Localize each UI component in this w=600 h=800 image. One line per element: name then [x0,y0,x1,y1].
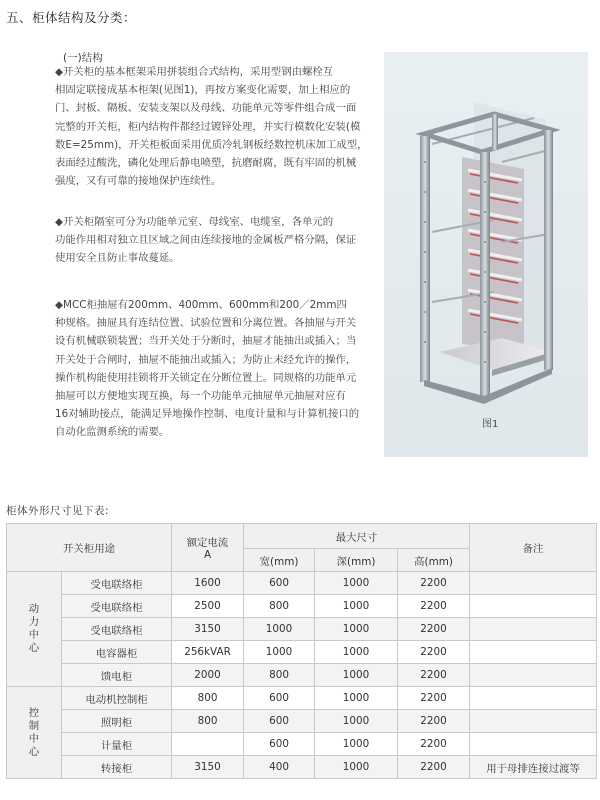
cell-width: 1000 [244,641,315,664]
paragraph-line: 设有机械联锁装置；当开关处于分断时，抽屉才能抽出或插入；当 [55,335,357,348]
cell-remark [470,733,597,756]
table-row [7,687,597,710]
cell-width: 800 [244,595,315,618]
cell-current: 800 [172,687,244,710]
group-char: 中 [28,629,40,641]
paragraph-line: 数E=25mm)，开关柜板面采用优质冷轧钢板经数控机床加工成型， [55,138,368,151]
cell-width: 1000 [244,618,315,641]
cell-remark [470,595,597,618]
group-char: 制 [28,719,40,732]
group-char: 动 [28,603,40,615]
group-power-center [7,572,62,687]
cell-name: 受电联络柜 [62,572,172,595]
group-char: 控 [28,706,40,719]
paragraph-line: ◆MCC柜抽屉有200mm、400mm、600mm和200／2mm四 [55,299,347,311]
paragraph-line: 操作机构能使用挂锁将开关锁定在分断位置上。同规格的功能单元 [55,371,357,384]
table-row [7,733,597,756]
cell-depth: 1000 [315,618,398,641]
cell-current: 2500 [172,595,244,618]
header-current-label: 额定电流 [186,537,229,549]
header-usage: 开关柜用途 [7,524,172,572]
paragraph-structure [55,63,370,190]
cell-current: 3150 [172,756,244,779]
header-max-size: 最大尺寸 [244,524,470,549]
paragraph-line: 开关处于合闸时，抽屉不能抽出或插入；为防止未经允许的操作， [55,353,357,366]
paragraph-line: 门、封板、隔板、安装支架以及母线、功能单元等零件组合成一面 [55,102,357,115]
cell-height: 2200 [398,618,470,641]
cell-remark [470,641,597,664]
cell-width: 600 [244,572,315,595]
table-title: 柜体外形尺寸见下表: [6,505,110,517]
cabinet-frame-photo [384,52,588,457]
cell-height: 2200 [398,756,470,779]
cell-width: 600 [244,710,315,733]
paragraph-line: 抽屉可以方便地实现互换，每一个功能单元抽屉单元抽屉对应有 [55,390,346,403]
paragraph-line: 种规格。抽屉具有连结位置、试验位置和分离位置。各抽屉与开关 [55,317,357,330]
group-char: 力 [28,616,40,628]
cell-depth: 1000 [315,733,398,756]
cell-remark [470,710,597,733]
figure-caption: 图1 [482,419,499,430]
cell-current: 800 [172,710,244,733]
cell-name: 电容器柜 [62,641,172,664]
cell-name: 计量柜 [62,733,172,756]
cell-depth: 1000 [315,595,398,618]
cell-name: 馈电柜 [62,664,172,687]
cell-remark [470,664,597,687]
cell-height: 2200 [398,710,470,733]
paragraph-line: 完整的开关柜，柜内结构件都经过镀锌处理，并实行模数化安装(模 [55,120,361,133]
table-row [7,710,597,733]
header-current-unit: A [203,549,212,561]
cell-depth: 1000 [315,687,398,710]
header-remark: 备注 [470,524,597,572]
paragraph-line: ◆开关柜隔室可分为功能单元室、母线室、电缆室，各单元的 [55,216,334,228]
cell-width: 600 [244,733,315,756]
cell-name: 照明柜 [62,710,172,733]
group-char: 心 [28,642,40,654]
cell-height: 2200 [398,641,470,664]
table-row [7,572,597,595]
section-title: 五、柜体结构及分类： [6,10,137,25]
paragraph-line: 相固定联接成基本柜架(见图1)，再按方案变化需要，加上相应的 [55,84,351,97]
cell-height: 2200 [398,595,470,618]
cell-width: 400 [244,756,315,779]
cell-name: 电动机控制柜 [62,687,172,710]
cell-name: 受电联络柜 [62,618,172,641]
cell-depth: 1000 [315,572,398,595]
cell-height: 2200 [398,572,470,595]
header-rated-current [172,524,244,572]
header-depth: 深(mm) [315,549,398,572]
cell-depth: 1000 [315,756,398,779]
cell-depth: 1000 [315,664,398,687]
header-height: 高(mm) [398,549,470,572]
cell-remark [470,687,597,710]
group-control-center [7,687,62,779]
cell-height: 2200 [398,664,470,687]
paragraph-line: 自动化监测系统的需要。 [55,426,170,439]
cell-height: 2200 [398,687,470,710]
cell-current: 3150 [172,618,244,641]
cell-width: 800 [244,664,315,687]
paragraph-line: 功能作用相对独立且区域之间由连续接地的金属板严格分隔，保证 [55,234,357,247]
paragraph-compartments [55,213,370,268]
paragraph-line: 强度，又有可靠的接地保护连续性。 [55,175,222,188]
paragraph-line: ◆开关柜的基本框架采用拼装组合式结构，采用型钢由螺栓互 [55,66,334,78]
cell-depth: 1000 [315,710,398,733]
cell-remark [470,618,597,641]
group-char: 中 [28,732,40,745]
table-row [7,664,597,687]
table-row [7,618,597,641]
paragraph-line: 16对辅助接点，能满足异地操作控制、电度计量和与计算机接口的 [55,408,360,421]
cell-remark [470,572,597,595]
cell-width: 600 [244,687,315,710]
cell-remark: 用于母排连接过渡等 [470,756,597,779]
table-row [7,595,597,618]
cell-current: 1600 [172,572,244,595]
table-row [7,756,597,779]
cell-name: 受电联络柜 [62,595,172,618]
paragraph-line: 表面经过酸洗，磷化处理后静电喷塑，抗磨耐腐，既有牢固的机械 [55,157,357,170]
paragraph-drawers [55,296,370,442]
cell-current: 256kVAR [172,641,244,664]
cell-height: 2200 [398,733,470,756]
cell-current: 2000 [172,664,244,687]
sub-title: (一)结构 [63,52,103,64]
paragraph-line: 使用安全且防止事故蔓延。 [55,252,180,265]
cabinet-frame-illustration [384,52,588,457]
group-char: 心 [28,745,40,758]
cell-current [172,733,244,756]
header-width: 宽(mm) [244,549,315,572]
cabinet-dimension-table [6,523,597,779]
cell-depth: 1000 [315,641,398,664]
table-row [7,641,597,664]
cell-name: 转接柜 [62,756,172,779]
